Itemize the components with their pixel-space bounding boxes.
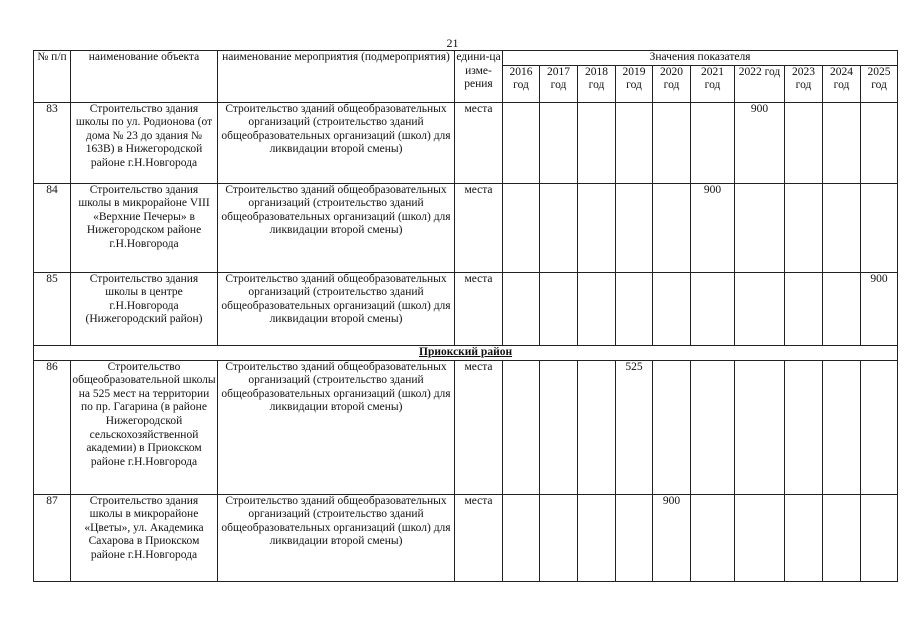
value-cell <box>785 272 823 345</box>
value-cell <box>861 360 898 494</box>
row-number: 85 <box>34 272 71 345</box>
header-num: № п/п <box>34 51 71 103</box>
value-cell <box>616 183 653 272</box>
value-cell: 900 <box>861 272 898 345</box>
value-cell <box>735 183 785 272</box>
value-cell <box>578 272 616 345</box>
header-year: 2017 год <box>540 65 578 102</box>
object-name: Строительство общеобразовательной школы на 525 мест на территории по пр. Гагарина (в районе Нижегородской сельскохозяйственной академии) в Приокском районе г.Н.Новгорода <box>71 360 218 494</box>
unit-cell: места <box>455 494 503 581</box>
object-name: Строительство здания школы в центре г.Н.Новгорода (Нижегородский район) <box>71 272 218 345</box>
header-object: наименование объекта <box>71 51 218 103</box>
value-cell <box>503 272 540 345</box>
header-year: 2016 год <box>503 65 540 102</box>
value-cell <box>785 183 823 272</box>
header-year: 2020 год <box>653 65 691 102</box>
header-row <box>34 51 898 66</box>
value-cell <box>861 183 898 272</box>
header-year: 2025 год <box>861 65 898 102</box>
measure-name: Строительство зданий общеобразовательных организаций (строительство зданий общеобразовательных организаций (школ) для ликвидации второй смены) <box>218 102 455 183</box>
page-number: 21 <box>446 36 459 50</box>
value-cell: 900 <box>691 183 735 272</box>
section-row <box>34 345 898 360</box>
value-cell <box>861 102 898 183</box>
header-year: 2024 год <box>823 65 861 102</box>
unit-cell: места <box>455 360 503 494</box>
value-cell <box>503 494 540 581</box>
indicator-table <box>33 50 898 582</box>
row-number: 83 <box>34 102 71 183</box>
value-cell <box>735 360 785 494</box>
value-cell <box>503 360 540 494</box>
value-cell <box>823 494 861 581</box>
value-cell <box>503 183 540 272</box>
header-year: 2021 год <box>691 65 735 102</box>
row-number: 84 <box>34 183 71 272</box>
value-cell <box>578 494 616 581</box>
value-cell <box>653 360 691 494</box>
section-title: Приокский район <box>34 345 898 360</box>
value-cell: 900 <box>653 494 691 581</box>
measure-name: Строительство зданий общеобразовательных организаций (строительство зданий общеобразовательных организаций (школ) для ликвидации второй смены) <box>218 272 455 345</box>
value-cell <box>540 102 578 183</box>
value-cell <box>578 183 616 272</box>
header-year: 2018 год <box>578 65 616 102</box>
value-cell <box>540 183 578 272</box>
table-row <box>34 102 898 183</box>
value-cell <box>823 183 861 272</box>
header-measure: наименование мероприятия (подмероприятия) <box>218 51 455 103</box>
measure-name: Строительство зданий общеобразовательных организаций (строительство зданий общеобразовательных организаций (школ) для ликвидации второй смены) <box>218 183 455 272</box>
value-cell: 900 <box>735 102 785 183</box>
value-cell <box>823 102 861 183</box>
value-cell <box>861 494 898 581</box>
object-name: Строительство здания школы по ул. Родионова (от дома № 23 до здания № 163В) в Нижегородской районе г.Н.Новгорода <box>71 102 218 183</box>
value-cell <box>578 360 616 494</box>
object-name: Строительство здания школы в микрорайоне «Цветы», ул. Академика Сахарова в Приокском районе г.Н.Новгорода <box>71 494 218 581</box>
value-cell <box>578 102 616 183</box>
table-row <box>34 360 898 494</box>
header-unit: едини-ца изме-рения <box>455 51 503 103</box>
value-cell <box>691 494 735 581</box>
value-cell <box>616 102 653 183</box>
table-row <box>34 494 898 581</box>
value-cell <box>691 102 735 183</box>
measure-name: Строительство зданий общеобразовательных организаций (строительство зданий общеобразовательных организаций (школ) для ликвидации второй смены) <box>218 494 455 581</box>
unit-cell: места <box>455 272 503 345</box>
table-row <box>34 272 898 345</box>
value-cell: 525 <box>616 360 653 494</box>
value-cell <box>616 272 653 345</box>
value-cell <box>823 272 861 345</box>
header-year: 2022 год <box>735 65 785 102</box>
row-number: 86 <box>34 360 71 494</box>
table-row <box>34 183 898 272</box>
value-cell <box>785 102 823 183</box>
object-name: Строительство здания школы в микрорайоне VIII «Верхние Печеры» в Нижегородском районе г.Н.Новгорода <box>71 183 218 272</box>
value-cell <box>735 272 785 345</box>
value-cell <box>503 102 540 183</box>
header-indicator: Значения показателя <box>503 51 898 66</box>
value-cell <box>653 102 691 183</box>
row-number: 87 <box>34 494 71 581</box>
value-cell <box>785 360 823 494</box>
value-cell <box>653 183 691 272</box>
value-cell <box>540 360 578 494</box>
value-cell <box>691 360 735 494</box>
value-cell <box>823 360 861 494</box>
value-cell <box>540 494 578 581</box>
value-cell <box>616 494 653 581</box>
value-cell <box>785 494 823 581</box>
value-cell <box>540 272 578 345</box>
unit-cell: места <box>455 183 503 272</box>
value-cell <box>735 494 785 581</box>
header-year: 2019 год <box>616 65 653 102</box>
value-cell <box>691 272 735 345</box>
unit-cell: места <box>455 102 503 183</box>
measure-name: Строительство зданий общеобразовательных организаций (строительство зданий общеобразовательных организаций (школ) для ликвидации второй смены) <box>218 360 455 494</box>
value-cell <box>653 272 691 345</box>
header-year: 2023 год <box>785 65 823 102</box>
